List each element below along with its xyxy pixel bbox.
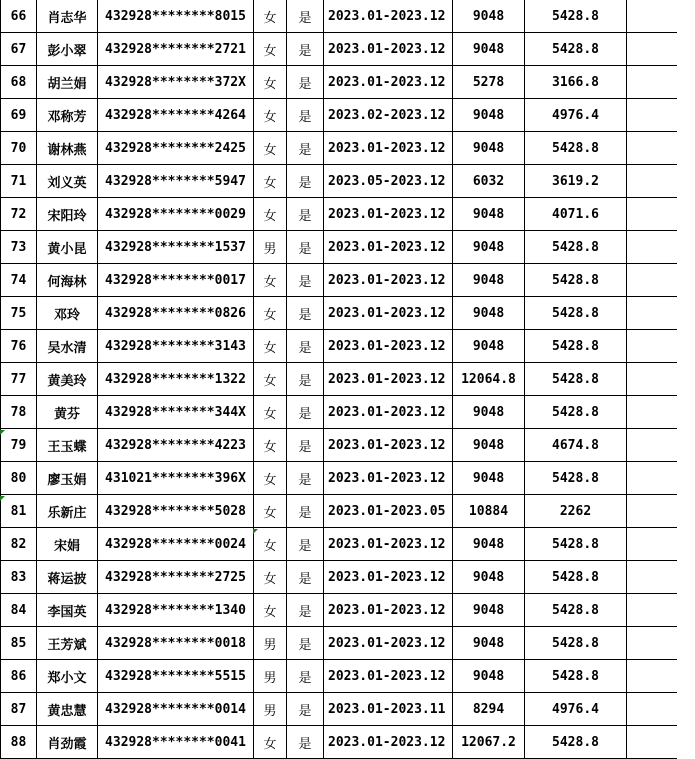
flag-cell[interactable]: 是: [287, 264, 324, 297]
name-cell[interactable]: 郑小文: [37, 660, 98, 693]
period-cell[interactable]: 2023.02-2023.12: [324, 99, 453, 132]
amount-cell[interactable]: 10884: [453, 495, 525, 528]
amount-cell[interactable]: 9048: [453, 429, 525, 462]
name-cell[interactable]: 肖志华: [37, 0, 98, 33]
empty-cell[interactable]: [627, 363, 677, 396]
subsidy-cell[interactable]: 5428.8: [525, 363, 627, 396]
name-cell[interactable]: 蒋运披: [37, 561, 98, 594]
empty-cell[interactable]: [627, 594, 677, 627]
empty-cell[interactable]: [627, 429, 677, 462]
subsidy-cell[interactable]: 5428.8: [525, 0, 627, 33]
subsidy-cell[interactable]: 5428.8: [525, 297, 627, 330]
row-number[interactable]: 71: [1, 165, 37, 198]
id-number-cell[interactable]: 432928********2721: [98, 33, 254, 66]
table-row: [1, 132, 677, 165]
name-cell[interactable]: 李国英: [37, 594, 98, 627]
name-cell[interactable]: 吴水清: [37, 330, 98, 363]
id-number-cell[interactable]: 432928********5028: [98, 495, 254, 528]
subsidy-cell[interactable]: 5428.8: [525, 726, 627, 759]
period-cell[interactable]: 2023.01-2023.12: [324, 33, 453, 66]
table-row: [1, 264, 677, 297]
id-number-cell[interactable]: 432928********0826: [98, 297, 254, 330]
period-cell[interactable]: 2023.01-2023.05: [324, 495, 453, 528]
row-number[interactable]: 72: [1, 198, 37, 231]
table-row: [1, 396, 677, 429]
flag-cell[interactable]: 是: [287, 660, 324, 693]
amount-cell[interactable]: 9048: [453, 297, 525, 330]
gender-cell[interactable]: 男: [254, 660, 287, 693]
id-number-cell[interactable]: 432928********1322: [98, 363, 254, 396]
empty-cell[interactable]: [627, 495, 677, 528]
flag-cell[interactable]: 是: [287, 99, 324, 132]
flag-cell[interactable]: 是: [287, 462, 324, 495]
name-cell[interactable]: 王芳斌: [37, 627, 98, 660]
amount-cell[interactable]: 9048: [453, 0, 525, 33]
row-number[interactable]: 83: [1, 561, 37, 594]
subsidy-cell[interactable]: 4976.4: [525, 99, 627, 132]
id-number-cell[interactable]: 432928********4264: [98, 99, 254, 132]
empty-cell[interactable]: [627, 198, 677, 231]
name-cell[interactable]: 肖劲霞: [37, 726, 98, 759]
amount-cell[interactable]: 9048: [453, 99, 525, 132]
amount-cell[interactable]: 8294: [453, 693, 525, 726]
table-row: [1, 330, 677, 363]
flag-cell[interactable]: 是: [287, 132, 324, 165]
table-row: [1, 99, 677, 132]
table-row: [1, 660, 677, 693]
amount-cell[interactable]: 9048: [453, 396, 525, 429]
table-row: [1, 0, 677, 33]
subsidy-cell[interactable]: 5428.8: [525, 627, 627, 660]
subsidy-cell[interactable]: 3166.8: [525, 66, 627, 99]
name-cell[interactable]: 廖玉娟: [37, 462, 98, 495]
amount-cell[interactable]: 9048: [453, 231, 525, 264]
id-number-cell[interactable]: 432928********3143: [98, 330, 254, 363]
period-cell[interactable]: 2023.01-2023.12: [324, 396, 453, 429]
flag-cell[interactable]: 是: [287, 429, 324, 462]
subsidy-cell[interactable]: 4071.6: [525, 198, 627, 231]
table-row: [1, 462, 677, 495]
name-cell[interactable]: 黄小昆: [37, 231, 98, 264]
empty-cell[interactable]: [627, 561, 677, 594]
name-cell[interactable]: 乐新庄: [37, 495, 98, 528]
name-cell[interactable]: 何海林: [37, 264, 98, 297]
amount-cell[interactable]: 9048: [453, 264, 525, 297]
gender-cell[interactable]: 女: [254, 396, 287, 429]
empty-cell[interactable]: [627, 396, 677, 429]
period-cell[interactable]: 2023.01-2023.12: [324, 198, 453, 231]
flag-cell[interactable]: 是: [287, 0, 324, 33]
empty-cell[interactable]: [627, 330, 677, 363]
empty-cell[interactable]: [627, 99, 677, 132]
empty-cell[interactable]: [627, 264, 677, 297]
name-cell[interactable]: 黄芬: [37, 396, 98, 429]
id-number-cell[interactable]: 432928********2425: [98, 132, 254, 165]
gender-cell[interactable]: 女: [254, 528, 287, 561]
row-number[interactable]: 88: [1, 726, 37, 759]
period-cell[interactable]: 2023.01-2023.12: [324, 231, 453, 264]
id-number-cell[interactable]: 432928********344X: [98, 396, 254, 429]
amount-cell[interactable]: 6032: [453, 165, 525, 198]
flag-cell[interactable]: 是: [287, 66, 324, 99]
table-row: [1, 363, 677, 396]
subsidy-cell[interactable]: 5428.8: [525, 396, 627, 429]
row-number[interactable]: 73: [1, 231, 37, 264]
flag-cell[interactable]: 是: [287, 396, 324, 429]
gender-cell[interactable]: 女: [254, 66, 287, 99]
row-number[interactable]: 80: [1, 462, 37, 495]
id-number-cell[interactable]: 432928********0024: [98, 528, 254, 561]
row-number[interactable]: 74: [1, 264, 37, 297]
subsidy-cell[interactable]: 4976.4: [525, 693, 627, 726]
table-row: [1, 528, 677, 561]
table-row: [1, 297, 677, 330]
name-cell[interactable]: 黄忠慧: [37, 693, 98, 726]
empty-cell[interactable]: [627, 0, 677, 33]
id-number-cell[interactable]: 431021********396X: [98, 462, 254, 495]
period-cell[interactable]: 2023.01-2023.12: [324, 132, 453, 165]
period-cell[interactable]: 2023.01-2023.12: [324, 363, 453, 396]
gender-cell[interactable]: 女: [254, 561, 287, 594]
table-row: [1, 231, 677, 264]
empty-cell[interactable]: [627, 627, 677, 660]
id-number-cell[interactable]: 432928********4223: [98, 429, 254, 462]
subsidy-cell[interactable]: 5428.8: [525, 132, 627, 165]
table-row: [1, 198, 677, 231]
id-number-cell[interactable]: 432928********372X: [98, 66, 254, 99]
empty-cell[interactable]: [627, 693, 677, 726]
row-number[interactable]: 87: [1, 693, 37, 726]
gender-cell[interactable]: 男: [254, 627, 287, 660]
gender-cell[interactable]: 女: [254, 594, 287, 627]
row-number[interactable]: 82: [1, 528, 37, 561]
subsidy-cell[interactable]: 3619.2: [525, 165, 627, 198]
period-cell[interactable]: 2023.01-2023.12: [324, 528, 453, 561]
subsidy-cell[interactable]: 5428.8: [525, 561, 627, 594]
name-cell[interactable]: 胡兰娟: [37, 66, 98, 99]
empty-cell[interactable]: [627, 231, 677, 264]
flag-cell[interactable]: 是: [287, 231, 324, 264]
id-number-cell[interactable]: 432928********1537: [98, 231, 254, 264]
flag-cell[interactable]: 是: [287, 594, 324, 627]
gender-cell[interactable]: 男: [254, 693, 287, 726]
period-cell[interactable]: 2023.01-2023.12: [324, 66, 453, 99]
name-cell[interactable]: 黄美玲: [37, 363, 98, 396]
gender-cell[interactable]: 女: [254, 264, 287, 297]
name-cell[interactable]: 刘义英: [37, 165, 98, 198]
row-number[interactable]: 85: [1, 627, 37, 660]
period-cell[interactable]: 2023.01-2023.12: [324, 561, 453, 594]
table-row: [1, 165, 677, 198]
cell-marker: [253, 529, 258, 534]
id-number-cell[interactable]: 432928********5515: [98, 660, 254, 693]
gender-cell[interactable]: 女: [254, 363, 287, 396]
subsidy-cell[interactable]: 5428.8: [525, 660, 627, 693]
flag-cell[interactable]: 是: [287, 297, 324, 330]
id-number-cell[interactable]: 432928********2725: [98, 561, 254, 594]
row-number[interactable]: 78: [1, 396, 37, 429]
gender-cell[interactable]: 女: [254, 99, 287, 132]
empty-cell[interactable]: [627, 165, 677, 198]
id-number-cell[interactable]: 432928********0041: [98, 726, 254, 759]
amount-cell[interactable]: 9048: [453, 330, 525, 363]
table-row: [1, 693, 677, 726]
empty-cell[interactable]: [627, 528, 677, 561]
name-cell[interactable]: 彭小翠: [37, 33, 98, 66]
subsidy-cell[interactable]: 4674.8: [525, 429, 627, 462]
table-body: [1, 0, 677, 759]
amount-cell[interactable]: 9048: [453, 660, 525, 693]
id-number-cell[interactable]: 432928********0018: [98, 627, 254, 660]
empty-cell[interactable]: [627, 33, 677, 66]
subsidy-cell[interactable]: 5428.8: [525, 231, 627, 264]
table-row: [1, 33, 677, 66]
flag-cell[interactable]: 是: [287, 627, 324, 660]
gender-cell[interactable]: 女: [254, 330, 287, 363]
period-cell[interactable]: 2023.01-2023.12: [324, 627, 453, 660]
table-row: [1, 561, 677, 594]
subsidy-cell[interactable]: 5428.8: [525, 594, 627, 627]
subsidy-cell[interactable]: 2262: [525, 495, 627, 528]
period-cell[interactable]: 2023.01-2023.12: [324, 660, 453, 693]
gender-cell[interactable]: 女: [254, 495, 287, 528]
gender-cell[interactable]: 男: [254, 231, 287, 264]
id-number-cell[interactable]: 432928********5947: [98, 165, 254, 198]
flag-cell[interactable]: 是: [287, 33, 324, 66]
period-cell[interactable]: 2023.01-2023.12: [324, 429, 453, 462]
amount-cell[interactable]: 9048: [453, 462, 525, 495]
name-cell[interactable]: 宋阳玲: [37, 198, 98, 231]
gender-cell[interactable]: 女: [254, 297, 287, 330]
empty-cell[interactable]: [627, 660, 677, 693]
period-cell[interactable]: 2023.05-2023.12: [324, 165, 453, 198]
row-number[interactable]: 77: [1, 363, 37, 396]
row-number[interactable]: 69: [1, 99, 37, 132]
period-cell[interactable]: 2023.01-2023.12: [324, 297, 453, 330]
empty-cell[interactable]: [627, 297, 677, 330]
row-number[interactable]: 86: [1, 660, 37, 693]
flag-cell[interactable]: 是: [287, 528, 324, 561]
cell-marker: [0, 496, 5, 501]
empty-cell[interactable]: [627, 132, 677, 165]
subsidy-cell[interactable]: 5428.8: [525, 462, 627, 495]
amount-cell[interactable]: 12067.2: [453, 726, 525, 759]
amount-cell[interactable]: 12064.8: [453, 363, 525, 396]
table-row: [1, 726, 677, 759]
amount-cell[interactable]: 9048: [453, 132, 525, 165]
name-cell[interactable]: 邓玲: [37, 297, 98, 330]
row-number[interactable]: 67: [1, 33, 37, 66]
period-cell[interactable]: 2023.01-2023.12: [324, 462, 453, 495]
gender-cell[interactable]: 女: [254, 198, 287, 231]
amount-cell[interactable]: 9048: [453, 561, 525, 594]
period-cell[interactable]: 2023.01-2023.12: [324, 330, 453, 363]
row-number[interactable]: 81: [1, 495, 37, 528]
name-cell[interactable]: 王玉蝶: [37, 429, 98, 462]
cell-marker: [0, 430, 5, 435]
gender-cell[interactable]: 女: [254, 0, 287, 33]
row-number[interactable]: 75: [1, 297, 37, 330]
id-number-cell[interactable]: 432928********0029: [98, 198, 254, 231]
row-number[interactable]: 70: [1, 132, 37, 165]
amount-cell[interactable]: 9048: [453, 198, 525, 231]
amount-cell[interactable]: 9048: [453, 528, 525, 561]
period-cell[interactable]: 2023.01-2023.12: [324, 726, 453, 759]
gender-cell[interactable]: 女: [254, 726, 287, 759]
subsidy-cell[interactable]: 5428.8: [525, 264, 627, 297]
empty-cell[interactable]: [627, 462, 677, 495]
gender-cell[interactable]: 女: [254, 165, 287, 198]
table-row: [1, 495, 677, 528]
flag-cell[interactable]: 是: [287, 693, 324, 726]
flag-cell[interactable]: 是: [287, 495, 324, 528]
period-cell[interactable]: 2023.01-2023.12: [324, 0, 453, 33]
gender-cell[interactable]: 女: [254, 429, 287, 462]
flag-cell[interactable]: 是: [287, 330, 324, 363]
row-number[interactable]: 84: [1, 594, 37, 627]
row-number[interactable]: 76: [1, 330, 37, 363]
period-cell[interactable]: 2023.01-2023.12: [324, 594, 453, 627]
table-row: [1, 627, 677, 660]
subsidy-cell[interactable]: 5428.8: [525, 330, 627, 363]
gender-cell[interactable]: 女: [254, 33, 287, 66]
id-number-cell[interactable]: 432928********0014: [98, 693, 254, 726]
subsidy-cell[interactable]: 5428.8: [525, 528, 627, 561]
gender-cell[interactable]: 女: [254, 132, 287, 165]
empty-cell[interactable]: [627, 66, 677, 99]
id-number-cell[interactable]: 432928********8015: [98, 0, 254, 33]
flag-cell[interactable]: 是: [287, 726, 324, 759]
period-cell[interactable]: 2023.01-2023.11: [324, 693, 453, 726]
name-cell[interactable]: 谢林燕: [37, 132, 98, 165]
row-number[interactable]: 79: [1, 429, 37, 462]
flag-cell[interactable]: 是: [287, 198, 324, 231]
row-number[interactable]: 68: [1, 66, 37, 99]
table-row: [1, 594, 677, 627]
empty-cell[interactable]: [627, 726, 677, 759]
flag-cell[interactable]: 是: [287, 363, 324, 396]
table-row: [1, 66, 677, 99]
period-cell[interactable]: 2023.01-2023.12: [324, 264, 453, 297]
name-cell[interactable]: 宋娟: [37, 528, 98, 561]
flag-cell[interactable]: 是: [287, 165, 324, 198]
amount-cell[interactable]: 9048: [453, 627, 525, 660]
name-cell[interactable]: 邓称芳: [37, 99, 98, 132]
gender-cell[interactable]: 女: [254, 462, 287, 495]
amount-cell[interactable]: 9048: [453, 33, 525, 66]
amount-cell[interactable]: 5278: [453, 66, 525, 99]
table-row: [1, 429, 677, 462]
amount-cell[interactable]: 9048: [453, 594, 525, 627]
flag-cell[interactable]: 是: [287, 561, 324, 594]
id-number-cell[interactable]: 432928********0017: [98, 264, 254, 297]
row-number[interactable]: 66: [1, 0, 37, 33]
id-number-cell[interactable]: 432928********1340: [98, 594, 254, 627]
subsidy-cell[interactable]: 5428.8: [525, 33, 627, 66]
